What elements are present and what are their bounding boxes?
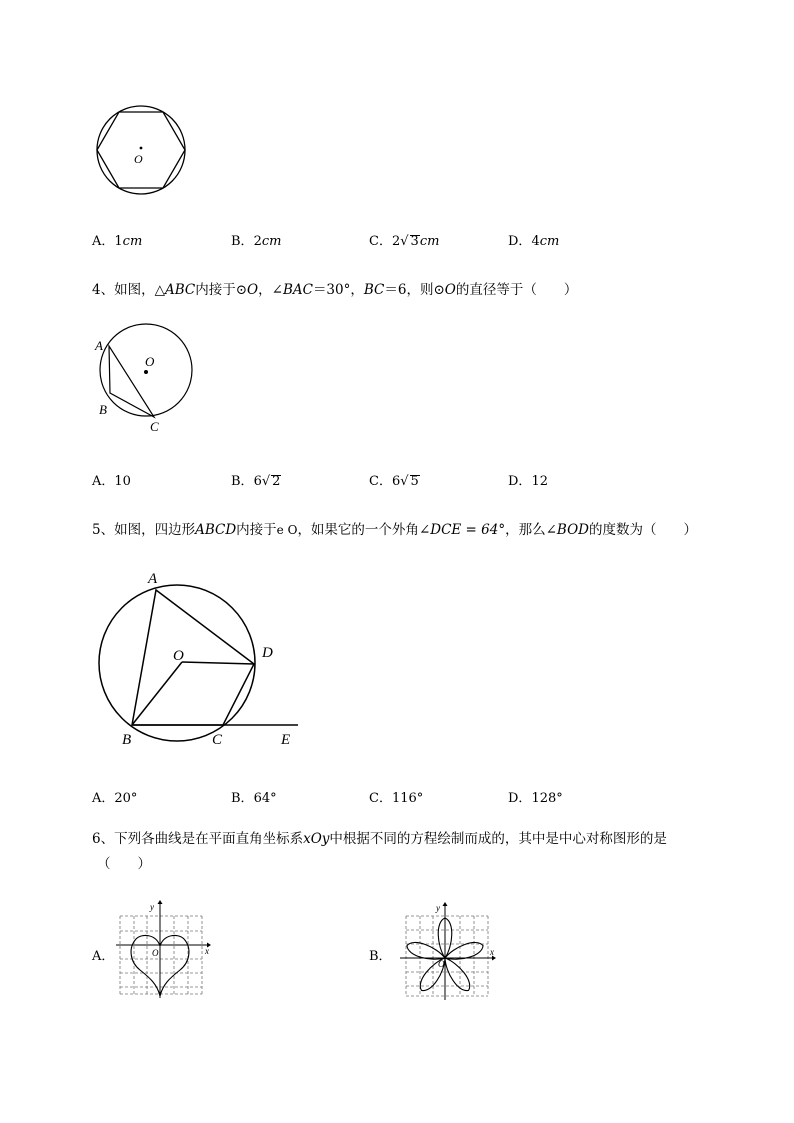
stem-math: O <box>247 282 259 298</box>
stem-math: ∠DCE = 64° <box>418 522 506 538</box>
q4-option-a[interactable] <box>92 470 131 489</box>
stem-text: 内接于 <box>236 522 277 538</box>
option-letter: A． <box>92 474 115 489</box>
stem-text: 5、如图，四边形 <box>92 522 196 538</box>
heart-curve-graph <box>112 898 214 1002</box>
q5-option-d[interactable] <box>508 787 563 806</box>
q6-stem-line2 <box>97 852 151 872</box>
option-letter: C． <box>369 474 392 489</box>
q3-option-a[interactable] <box>92 230 142 249</box>
option-value: 64° <box>253 791 277 806</box>
q4-option-c[interactable]: C．6√ 5 <box>369 474 419 489</box>
stem-math: xOy <box>303 831 330 847</box>
option-letter: D． <box>508 234 532 249</box>
option-letter: B． <box>231 474 254 489</box>
petal <box>443 939 485 964</box>
stem-text: ，那么 <box>505 522 546 538</box>
option-value: 128° <box>531 791 563 806</box>
five-petal-curve-graph <box>398 898 500 1002</box>
option-unit: cm <box>261 234 282 249</box>
grid <box>120 916 202 994</box>
label-d: D <box>262 645 273 661</box>
option-value: 4 <box>531 234 540 249</box>
hexagon <box>97 112 185 188</box>
origin-label: O <box>438 959 445 969</box>
center-dot <box>144 370 148 374</box>
option-letter: B． <box>231 234 254 249</box>
option-radicand: 2 <box>272 474 281 489</box>
stem-math: ∠BOD <box>545 522 589 538</box>
stem-text: （ ） <box>97 856 151 872</box>
label-c: C <box>212 732 223 748</box>
label-b: B <box>122 732 132 748</box>
center-label: O <box>134 152 143 166</box>
stem-text: ，如果它的一个外角 <box>297 522 419 538</box>
option-letter: D． <box>508 791 532 806</box>
option-letter: C． <box>369 791 392 806</box>
option-value: 20° <box>114 791 138 806</box>
q5-stem <box>92 518 697 538</box>
option-letter: A． <box>92 791 115 806</box>
cyclic-quadrilateral-figure <box>92 565 307 750</box>
q4-stem <box>92 278 577 298</box>
q4-option-b[interactable]: B．6√ 2 <box>231 474 281 489</box>
option-letter: A． <box>92 234 115 249</box>
option-letter: B． <box>369 949 392 964</box>
stem-text: 中根据不同的方程绘制而成的，其中是中心对称图形的是 <box>329 831 667 847</box>
stem-text: ＝30°， <box>312 282 364 298</box>
option-value: 2 <box>391 234 401 249</box>
option-value: 6 <box>391 474 401 489</box>
option-value: 1 <box>114 234 123 249</box>
y-axis-arrow <box>158 900 163 904</box>
stem-math: ABCD <box>195 522 237 538</box>
stem-math: BC <box>363 282 385 298</box>
center-dot <box>140 147 143 150</box>
segment-ob <box>132 662 182 725</box>
stem-text: 6、下列各曲线是在平面直角坐标系 <box>92 831 304 847</box>
stem-math: O <box>444 282 456 298</box>
label-o: O <box>173 648 184 664</box>
option-unit: cm <box>419 234 440 249</box>
option-radicand: 3 <box>410 234 419 249</box>
option-letter: D． <box>508 474 532 489</box>
option-letter: C． <box>369 234 392 249</box>
option-letter: A． <box>92 949 115 964</box>
stem-math: e O <box>276 523 298 537</box>
stem-text: ，∠ <box>258 282 283 298</box>
hexagon-in-circle-figure <box>93 103 193 197</box>
y-label: y <box>150 902 154 912</box>
option-unit: cm <box>539 234 560 249</box>
label-o: O <box>145 354 155 369</box>
option-value: 2 <box>253 234 262 249</box>
option-value: 6 <box>253 474 262 489</box>
q4-option-d[interactable] <box>508 470 548 489</box>
stem-text: ＝6，则⊙ <box>384 282 445 298</box>
stem-math: ABC <box>164 282 196 298</box>
label-c: C <box>150 419 159 434</box>
q5-option-c[interactable] <box>369 787 423 806</box>
option-radicand: 5 <box>410 474 419 489</box>
stem-math: BAC <box>282 282 313 298</box>
x-label: x <box>205 946 209 956</box>
q6-option-b[interactable] <box>369 945 392 964</box>
option-unit: cm <box>122 234 143 249</box>
option-letter: B． <box>231 791 254 806</box>
q3-option-c[interactable]: C．2√ 3cm <box>369 234 440 249</box>
label-e: E <box>281 732 291 748</box>
label-b: B <box>99 402 107 417</box>
segment-od <box>182 662 254 664</box>
x-label: x <box>490 947 494 957</box>
stem-text: 4、如图，△ <box>92 282 165 298</box>
q3-option-b[interactable] <box>231 230 281 249</box>
stem-text: 的直径等于（ ） <box>455 282 578 298</box>
y-axis-arrow <box>443 902 448 906</box>
label-a: A <box>148 571 158 587</box>
stem-text: 内接于⊙ <box>195 282 248 298</box>
circle <box>97 106 185 194</box>
q6-stem-line1 <box>92 827 667 847</box>
y-label: y <box>436 903 440 913</box>
triangle-in-circle-figure <box>90 322 200 437</box>
quadrilateral-abcd <box>132 590 254 725</box>
stem-text: 的度数为（ ） <box>588 522 697 538</box>
q5-option-a[interactable] <box>92 787 137 806</box>
label-a: A <box>95 338 103 353</box>
option-value: 10 <box>114 474 131 489</box>
origin-label: O <box>152 948 159 958</box>
q3-option-d[interactable] <box>508 230 559 249</box>
option-value: 12 <box>531 474 548 489</box>
option-value: 116° <box>391 791 424 806</box>
q5-option-b[interactable] <box>231 787 277 806</box>
